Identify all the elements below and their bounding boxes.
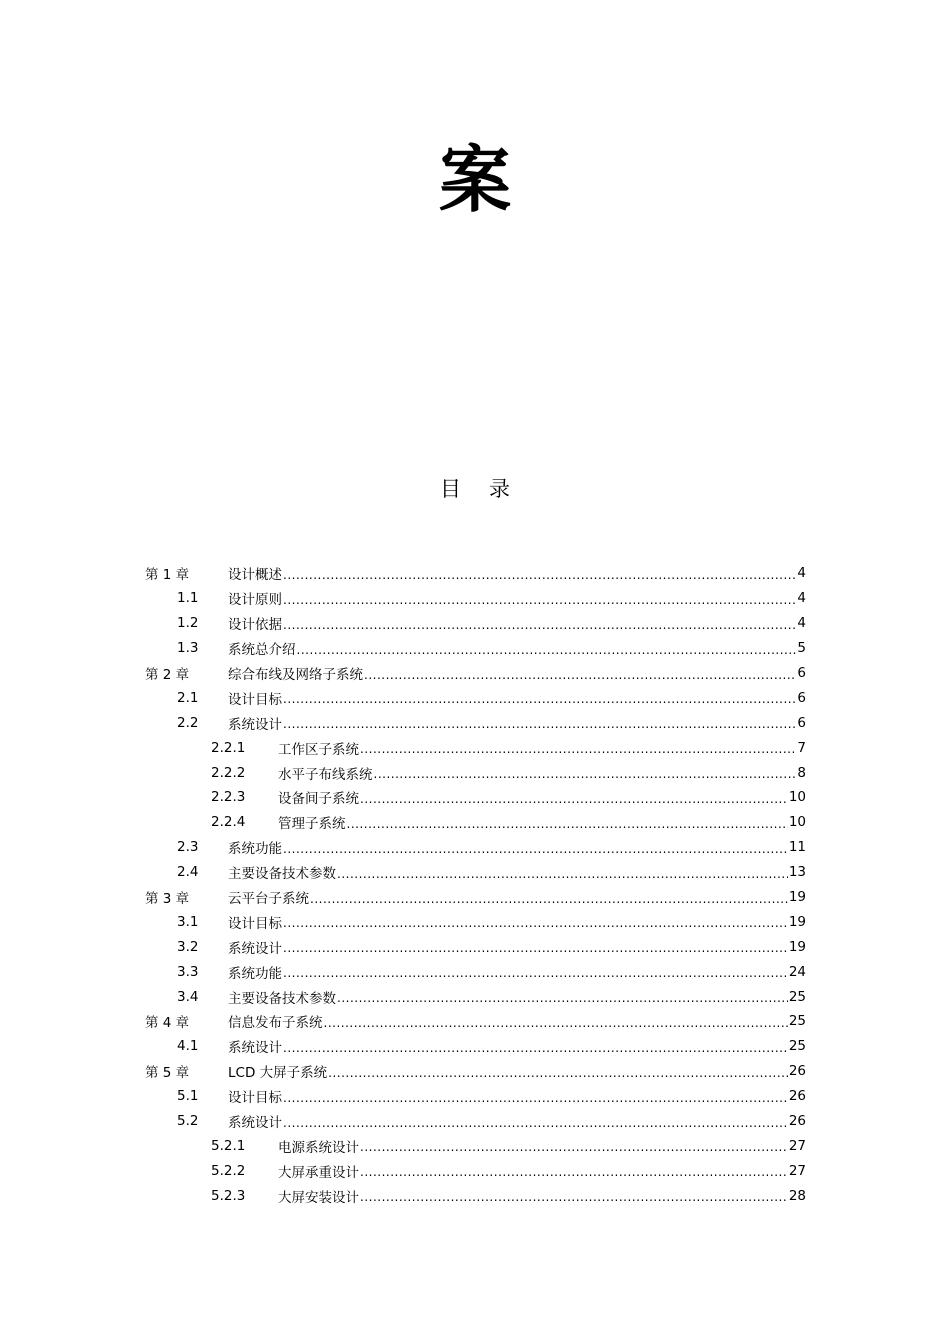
toc-dot-leader [337,988,788,1005]
toc-entry[interactable] [145,1109,806,1134]
toc-entry-number: 3.2 [177,938,199,955]
toc-dot-leader [364,665,796,682]
toc-entry-page: 8 [797,764,806,781]
toc-dot-leader [283,1113,788,1130]
toc-entry-title: 管理子系统 [278,816,346,833]
toc-entry[interactable] [145,785,806,810]
toc-entry[interactable] [145,1034,806,1059]
toc-entry-title: 系统总介绍 [228,642,296,659]
toc-dot-leader [360,789,788,806]
toc-entry-title: 设备间子系统 [278,791,359,808]
toc-entry-page: 10 [788,814,806,831]
toc-entry-page: 6 [797,665,806,681]
toc-entry-number: 2.4 [177,864,199,881]
toc-entry-page: 27 [788,1162,806,1179]
toc-entry[interactable] [145,959,806,984]
toc-entry-title: 设计目标 [228,1090,282,1107]
toc-dot-leader [283,615,796,632]
toc-entry-title: 水平子布线系统 [278,766,373,783]
toc-entry[interactable] [145,810,806,835]
toc-entry-number: 2.2.3 [211,789,246,806]
toc-entry[interactable] [145,1133,806,1158]
toc-dot-leader [283,714,796,731]
toc-entry-number: 第 4 章 [145,1015,190,1032]
toc-entry[interactable] [145,934,806,959]
toc-entry-number: 1.2 [177,615,199,632]
toc-entry-title: 综合布线及网络子系统 [228,667,363,683]
toc-entry-page: 26 [788,1088,806,1105]
toc-entry-page: 13 [788,864,806,881]
toc-dot-leader [360,1162,788,1179]
toc-entry-page: 6 [797,689,806,706]
toc-dot-leader [360,739,796,756]
toc-entry-title: 系统设计 [228,716,282,733]
toc-entry-page: 4 [797,615,806,632]
toc-entry-page: 4 [797,590,806,607]
toc-entry-number: 1.1 [177,590,199,607]
toc-entry-number: 第 2 章 [145,667,190,683]
toc-dot-leader [283,913,788,930]
toc-entry-page: 6 [797,714,806,731]
toc-entry[interactable] [145,1059,806,1084]
toc-entry-title: 大屏承重设计 [278,1164,359,1181]
toc-dot-leader [283,1088,788,1105]
toc-entry-title: 大屏安装设计 [278,1189,359,1206]
toc-entry-page: 10 [788,789,806,806]
toc-entry-number: 第 5 章 [145,1065,190,1082]
toc-entry-page: 7 [797,739,806,756]
toc-dot-leader [283,938,788,955]
toc-dot-leader [297,640,797,657]
toc-entry-page: 27 [788,1137,806,1154]
toc-entry-title: 电源系统设计 [278,1139,359,1156]
toc-entry-page: 25 [788,1013,806,1030]
toc-entry-number: 2.2.4 [211,814,246,831]
toc-dot-leader [283,590,796,607]
toc-entry[interactable] [145,661,806,686]
toc-entry-number: 2.1 [177,689,199,706]
toc-entry-number: 3.4 [177,988,199,1005]
toc-dot-leader [283,565,796,582]
toc-entry-page: 26 [788,1063,806,1080]
toc-entry-title: 系统设计 [228,1115,282,1132]
toc-dot-leader [337,864,788,881]
toc-entry[interactable] [145,636,806,661]
toc-entry-number: 2.2.2 [211,764,246,781]
toc-entry-number: 2.3 [177,839,199,856]
toc-entry-title: 系统设计 [228,940,282,957]
toc-entry-number: 4.1 [177,1038,199,1055]
toc-entry-page: 19 [788,938,806,955]
toc-entry-page: 11 [788,839,806,856]
toc-entry[interactable] [145,685,806,710]
toc-dot-leader [283,963,788,980]
toc-entry-title: 信息发布子系统 [228,1015,323,1032]
toc-entry-number: 5.2.3 [211,1187,246,1204]
toc-entry[interactable] [145,984,806,1009]
toc-entry-page: 25 [788,1038,806,1055]
toc-entry-page: 25 [788,988,806,1005]
toc-entry-number: 5.2.1 [211,1137,246,1154]
toc-entry-number: 3.1 [177,913,199,930]
table-of-contents [145,561,806,1208]
toc-entry-number: 2.2 [177,714,199,731]
toc-heading: 目录 [440,477,538,501]
toc-entry-page: 4 [797,565,806,582]
toc-entry[interactable] [145,1009,806,1034]
toc-entry-title: 设计目标 [228,915,282,932]
toc-entry-number: 5.2.2 [211,1162,246,1179]
toc-entry-page: 19 [788,913,806,930]
toc-entry-page: 28 [788,1187,806,1204]
toc-entry[interactable] [145,611,806,636]
cover-title: 案 [438,137,511,222]
toc-entry[interactable] [145,885,806,910]
toc-entry[interactable] [145,835,806,860]
toc-entry-number: 5.2 [177,1113,199,1130]
toc-entry-title: 云平台子系统 [228,891,309,908]
toc-entry[interactable] [145,1183,806,1208]
toc-entry-number: 1.3 [177,640,199,657]
toc-entry-number: 3.3 [177,963,199,980]
toc-entry[interactable] [145,860,806,885]
toc-entry-title: 主要设备技术参数 [228,990,336,1007]
toc-entry[interactable] [145,586,806,611]
toc-entry-number: 第 1 章 [145,567,190,584]
toc-entry-title: 系统功能 [228,965,282,982]
toc-dot-leader [283,689,796,706]
toc-entry-page: 26 [788,1113,806,1130]
toc-entry-title: 主要设备技术参数 [228,866,336,883]
toc-dot-leader [374,764,797,781]
toc-entry-page: 19 [788,889,806,906]
toc-dot-leader [328,1063,788,1080]
toc-entry-number: 第 3 章 [145,891,190,908]
toc-entry[interactable] [145,561,806,586]
toc-entry-title: 设计依据 [228,617,282,634]
toc-entry-title: 系统功能 [228,841,282,858]
toc-entry-title: LCD 大屏子系统 [228,1065,328,1082]
toc-entry[interactable] [145,735,806,760]
toc-entry[interactable] [145,909,806,934]
toc-entry[interactable] [145,710,806,735]
toc-entry-number: 5.1 [177,1088,199,1105]
toc-entry[interactable] [145,1158,806,1183]
toc-entry-title: 工作区子系统 [278,741,359,758]
toc-entry-page: 5 [797,640,806,657]
toc-entry-title: 设计概述 [228,567,282,584]
toc-dot-leader [360,1187,788,1204]
toc-dot-leader [283,839,788,856]
toc-entry-title: 设计目标 [228,691,282,708]
toc-dot-leader [310,889,788,906]
toc-entry-number: 2.2.1 [211,739,246,756]
toc-entry[interactable] [145,1084,806,1109]
toc-entry-title: 设计原则 [228,592,282,609]
toc-dot-leader [347,814,788,831]
toc-entry[interactable] [145,760,806,785]
toc-entry-page: 24 [788,963,806,980]
toc-dot-leader [360,1137,788,1154]
toc-dot-leader [283,1038,788,1055]
toc-dot-leader [324,1013,788,1030]
toc-entry-title: 系统设计 [228,1040,282,1057]
